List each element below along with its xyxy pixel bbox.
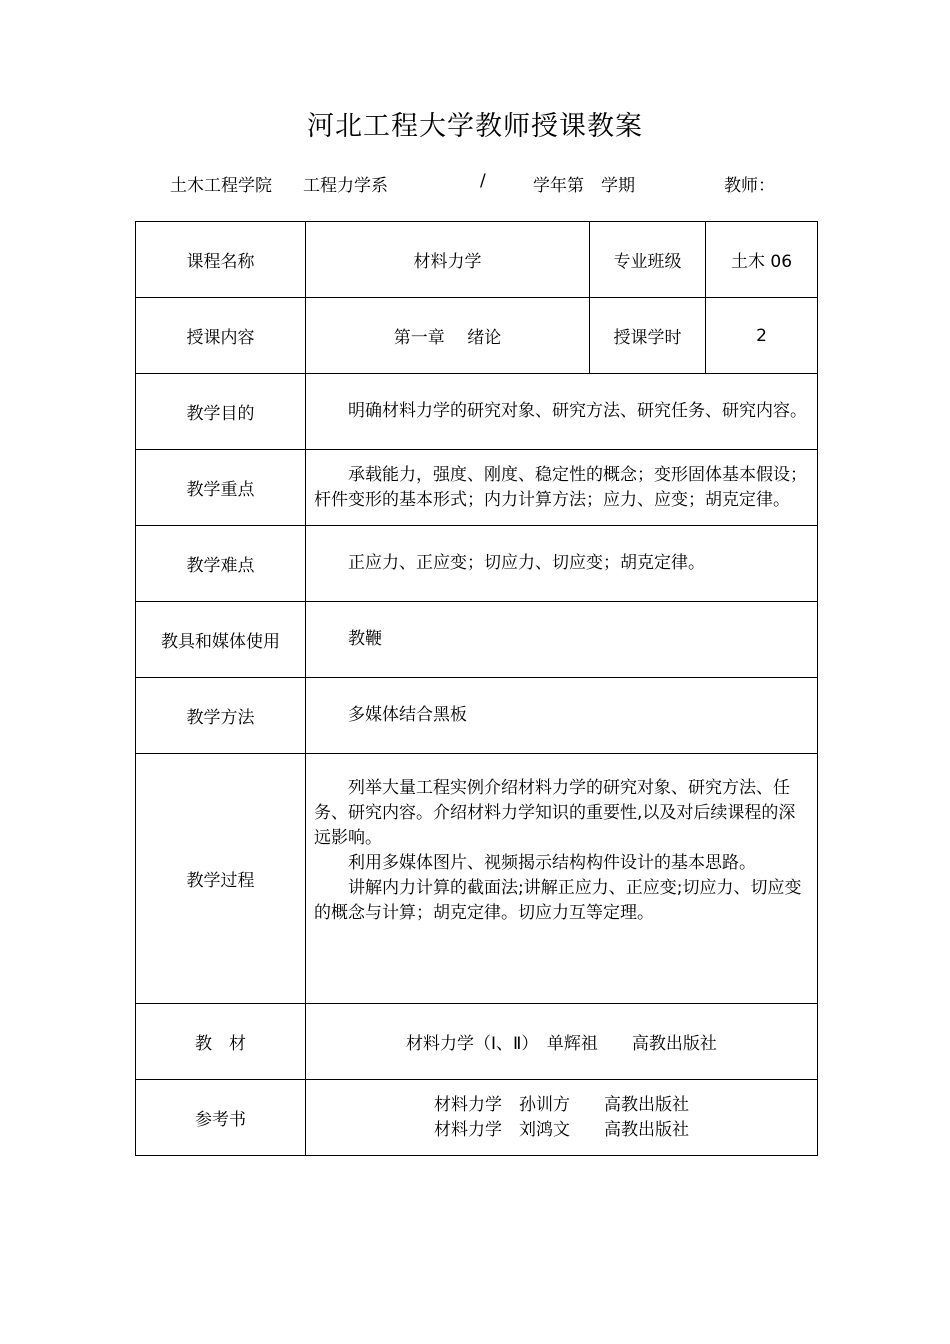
- method-value: [306, 678, 818, 754]
- lesson-plan-table: [135, 221, 818, 1156]
- reference-item: 材料力学 刘鸿文 高教出版社: [434, 1119, 689, 1140]
- key-points-label: 教学重点: [136, 450, 306, 526]
- reference-item: 材料力学 孙训方 高教出版社: [434, 1094, 689, 1115]
- course-name-label: 课程名称: [136, 222, 306, 298]
- method-label: 教学方法: [136, 678, 306, 754]
- content-label: 授课内容: [136, 298, 306, 374]
- content-value: 第一章 绪论: [306, 298, 590, 374]
- key-points-text: 承载能力，强度、刚度、稳定性的概念；变形固体基本假设；杆件变形的基本形式；内力计算方法；应力、应变；胡克定律。: [314, 464, 807, 510]
- textbook-value: 材料力学（Ⅰ、Ⅱ） 单辉祖 高教出版社: [306, 1004, 818, 1080]
- process-label: 教学过程: [136, 754, 306, 1004]
- textbook-label: 教 材: [136, 1004, 306, 1080]
- table-row: [136, 754, 818, 1004]
- process-paragraph: 列举大量工程实例介绍材料力学的研究对象、研究方法、任务、研究内容。介绍材料力学知识的重要性,以及对后续课程的深远影响。: [314, 778, 796, 848]
- table-row: [136, 678, 818, 754]
- table-row: [136, 222, 818, 298]
- tools-text: 教鞭: [348, 629, 382, 649]
- college-name: 土木工程学院: [170, 176, 272, 196]
- objective-value: [306, 374, 818, 450]
- hours-label: 授课学时: [590, 298, 706, 374]
- document-title: 河北工程大学教师授课教案: [307, 111, 643, 142]
- table-row: [136, 1004, 818, 1080]
- class-label: 专业班级: [590, 222, 706, 298]
- table-row: [136, 526, 818, 602]
- course-name-value: 材料力学: [306, 222, 590, 298]
- table-row: [136, 450, 818, 526]
- tools-value: [306, 602, 818, 678]
- class-value: 土木 06: [706, 222, 818, 298]
- difficulties-text: 正应力、正应变；切应力、切应变；胡克定律。: [348, 553, 705, 573]
- semester-label: 学年第 学期: [533, 176, 635, 196]
- table-row: [136, 1080, 818, 1156]
- process-paragraph: 讲解内力计算的截面法;讲解正应力、正应变;切应力、切应变的概念与计算；胡克定律。切应力互等定理。: [314, 878, 802, 923]
- table-row: [136, 298, 818, 374]
- process-paragraph: 利用多媒体图片、视频揭示结构构件设计的基本思路。: [348, 853, 756, 873]
- objective-label: 教学目的: [136, 374, 306, 450]
- teacher-label: 教师：: [724, 176, 775, 196]
- objective-text: 明确材料力学的研究对象、研究方法、研究任务、研究内容。: [348, 401, 807, 421]
- year-separator: /: [480, 171, 486, 191]
- references-value: [306, 1080, 818, 1156]
- method-text: 多媒体结合黑板: [348, 705, 467, 725]
- table-row: [136, 374, 818, 450]
- references-label: 参考书: [136, 1080, 306, 1156]
- department-name: 工程力学系: [303, 176, 388, 196]
- header-line: [0, 171, 950, 195]
- difficulties-value: [306, 526, 818, 602]
- table-row: [136, 602, 818, 678]
- difficulties-label: 教学难点: [136, 526, 306, 602]
- process-value: [306, 754, 818, 1004]
- hours-value: 2: [706, 298, 818, 374]
- key-points-value: [306, 450, 818, 526]
- tools-label: 教具和媒体使用: [136, 602, 306, 678]
